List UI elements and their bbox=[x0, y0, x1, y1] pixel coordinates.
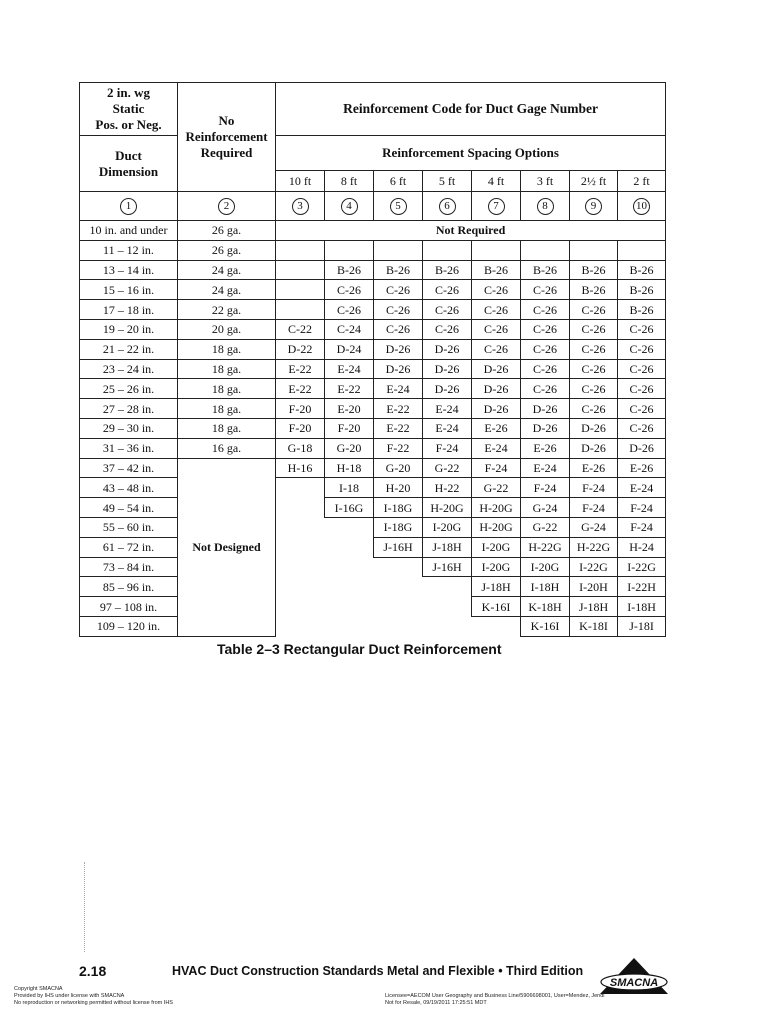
reinforcement-code: B-26 bbox=[374, 260, 423, 280]
reinforcement-code: C-26 bbox=[618, 399, 666, 419]
reinforcement-code: C-26 bbox=[521, 339, 570, 359]
dimension-line-2: Dimension bbox=[98, 163, 159, 179]
duct-dimension: 85 – 96 in. bbox=[80, 577, 178, 597]
copyright-line-3: No reproduction or networking permitted without license from IHS bbox=[14, 1000, 173, 1006]
reinforcement-code: H-22G bbox=[570, 537, 618, 557]
reinforcement-code: E-22 bbox=[325, 379, 374, 399]
license-line-1: Licensee=AECOM User Geography and Business Line/5906698001, User=Mendez, Jendi bbox=[385, 993, 605, 999]
blank-cell bbox=[276, 498, 325, 518]
column-number-cell bbox=[423, 192, 472, 221]
margin-dots bbox=[84, 862, 87, 952]
reinforcement-code: C-24 bbox=[325, 319, 374, 339]
license-notice bbox=[385, 993, 605, 1007]
gage-value: 18 ga. bbox=[178, 418, 276, 438]
table-row bbox=[80, 458, 666, 478]
reinforcement-code: C-26 bbox=[521, 319, 570, 339]
reinforcement-code: C-26 bbox=[472, 300, 521, 320]
license-line-2: Not for Resale, 09/19/2011 17:25:51 MDT bbox=[385, 1000, 487, 1006]
blank-cell bbox=[325, 517, 374, 537]
reinforcement-code: E-24 bbox=[423, 418, 472, 438]
column-number-cell bbox=[325, 192, 374, 221]
duct-dimension: 49 – 54 in. bbox=[80, 498, 178, 518]
reinforcement-code bbox=[276, 280, 325, 300]
table-row bbox=[80, 478, 666, 498]
blank-cell bbox=[276, 616, 325, 636]
duct-dimension: 17 – 18 in. bbox=[80, 300, 178, 320]
reinforcement-code: D-26 bbox=[423, 379, 472, 399]
reinforcement-code bbox=[276, 300, 325, 320]
blank-cell bbox=[374, 557, 423, 577]
column-number-2: 2 bbox=[218, 198, 235, 215]
reinforcement-code: C-26 bbox=[521, 359, 570, 379]
gage-value: 18 ga. bbox=[178, 379, 276, 399]
reinforcement-code: C-26 bbox=[472, 319, 521, 339]
reinforcement-code: C-26 bbox=[472, 280, 521, 300]
page-number: 2.18 bbox=[79, 963, 107, 979]
reinforcement-code: D-26 bbox=[472, 359, 521, 379]
no-reinf-line-1: No bbox=[218, 113, 235, 128]
no-reinf-line-3: Required bbox=[200, 145, 253, 160]
reinforcement-code: I-18H bbox=[618, 597, 666, 617]
table-row bbox=[80, 498, 666, 518]
reinforcement-code: B-26 bbox=[570, 280, 618, 300]
reinforcement-code: I-20H bbox=[570, 577, 618, 597]
column-number-7: 7 bbox=[488, 198, 505, 215]
reinforcement-code: K-16I bbox=[521, 616, 570, 636]
blank-cell bbox=[472, 616, 521, 636]
reinforcement-code: E-24 bbox=[423, 399, 472, 419]
column-number-1: 1 bbox=[120, 198, 137, 215]
copyright-line-1: Copyright SMACNA bbox=[14, 986, 63, 992]
reinforcement-code: E-26 bbox=[521, 438, 570, 458]
copyright-notice bbox=[14, 986, 173, 1007]
blank-cell bbox=[423, 577, 472, 597]
duct-dimension: 73 – 84 in. bbox=[80, 557, 178, 577]
reinforcement-code: B-26 bbox=[618, 300, 666, 320]
spacing-6: 2½ ft bbox=[570, 171, 618, 192]
duct-dimension: 55 – 60 in. bbox=[80, 517, 178, 537]
duct-dimension: 25 – 26 in. bbox=[80, 379, 178, 399]
blank-cell bbox=[276, 517, 325, 537]
smacna-logo-icon bbox=[598, 956, 670, 998]
reinforcement-code: C-26 bbox=[618, 339, 666, 359]
spacing-4: 4 ft bbox=[472, 171, 521, 192]
reinforcement-code: J-18H bbox=[472, 577, 521, 597]
reinforcement-code: F-20 bbox=[276, 418, 325, 438]
reinforcement-code: C-26 bbox=[423, 319, 472, 339]
reinforcement-code: E-24 bbox=[618, 478, 666, 498]
reinforcement-code: C-26 bbox=[618, 418, 666, 438]
reinforcement-code: D-22 bbox=[276, 339, 325, 359]
spacing-2: 6 ft bbox=[374, 171, 423, 192]
reinforcement-code: J-16H bbox=[374, 537, 423, 557]
spacing-3: 5 ft bbox=[423, 171, 472, 192]
reinforcement-code: C-26 bbox=[374, 319, 423, 339]
reinforcement-code: D-26 bbox=[374, 339, 423, 359]
reinforcement-code: D-26 bbox=[521, 418, 570, 438]
gage-value: 18 ga. bbox=[178, 359, 276, 379]
reinforcement-code: D-26 bbox=[570, 418, 618, 438]
reinforcement-code bbox=[276, 260, 325, 280]
reinforcement-code bbox=[374, 240, 423, 260]
duct-dimension: 109 – 120 in. bbox=[80, 616, 178, 636]
reinforcement-code: E-22 bbox=[276, 379, 325, 399]
column-number-8: 8 bbox=[537, 198, 554, 215]
blank-cell bbox=[276, 577, 325, 597]
reinforcement-code bbox=[325, 240, 374, 260]
table-row bbox=[80, 260, 666, 280]
reinforcement-code: B-26 bbox=[618, 260, 666, 280]
reinforcement-code: H-20G bbox=[423, 498, 472, 518]
reinforcement-code: F-20 bbox=[325, 418, 374, 438]
column-number-4: 4 bbox=[341, 198, 358, 215]
spacing-5: 3 ft bbox=[521, 171, 570, 192]
reinforcement-code: D-26 bbox=[374, 359, 423, 379]
reinforcement-code: I-22G bbox=[618, 557, 666, 577]
reinforcement-code: G-20 bbox=[374, 458, 423, 478]
reinforcement-code: I-18 bbox=[325, 478, 374, 498]
spacing-0: 10 ft bbox=[276, 171, 325, 192]
reinforcement-code: H-20G bbox=[472, 498, 521, 518]
table-row bbox=[80, 240, 666, 260]
reinforcement-code: D-26 bbox=[521, 399, 570, 419]
reinforcement-code: D-26 bbox=[472, 379, 521, 399]
reinforcement-code: E-24 bbox=[325, 359, 374, 379]
duct-dimension: 31 – 36 in. bbox=[80, 438, 178, 458]
table-row bbox=[80, 399, 666, 419]
reinforcement-code: H-24 bbox=[618, 537, 666, 557]
column-number-9: 9 bbox=[585, 198, 602, 215]
reinforcement-code: B-26 bbox=[472, 260, 521, 280]
column-number-cell bbox=[618, 192, 666, 221]
reinforcement-code: D-26 bbox=[423, 339, 472, 359]
duct-dimension: 13 – 14 in. bbox=[80, 260, 178, 280]
no-reinforcement-header bbox=[178, 83, 276, 192]
reinforcement-code: G-24 bbox=[521, 498, 570, 518]
reinforcement-code: D-24 bbox=[325, 339, 374, 359]
gage-value: 26 ga. bbox=[178, 240, 276, 260]
spacing-1: 8 ft bbox=[325, 171, 374, 192]
table-row bbox=[80, 300, 666, 320]
table-row bbox=[80, 438, 666, 458]
book-title: HVAC Duct Construction Standards Metal and Flexible • Third Edition bbox=[172, 964, 584, 978]
reinforcement-code: J-16H bbox=[423, 557, 472, 577]
reinforcement-code bbox=[423, 240, 472, 260]
reinforcement-code: C-26 bbox=[570, 379, 618, 399]
blank-cell bbox=[325, 597, 374, 617]
reinforcement-code: C-26 bbox=[618, 359, 666, 379]
reinforcement-code: D-26 bbox=[618, 438, 666, 458]
reinforcement-code: E-22 bbox=[374, 399, 423, 419]
table-caption: Table 2–3 Rectangular Duct Reinforcement bbox=[217, 641, 502, 657]
table-row bbox=[80, 577, 666, 597]
reinforcement-code: I-20G bbox=[423, 517, 472, 537]
reinforcement-code: G-22 bbox=[521, 517, 570, 537]
column-number-5: 5 bbox=[390, 198, 407, 215]
reinforcement-code bbox=[472, 240, 521, 260]
reinforcement-code: C-26 bbox=[423, 280, 472, 300]
no-reinf-line-2: Reinforcement bbox=[185, 129, 268, 144]
column-number-cell bbox=[374, 192, 423, 221]
reinforcement-code: F-20 bbox=[276, 399, 325, 419]
reinforcement-code: B-26 bbox=[618, 280, 666, 300]
reinforcement-code bbox=[276, 240, 325, 260]
reinforcement-code: C-22 bbox=[276, 319, 325, 339]
blank-cell bbox=[276, 557, 325, 577]
blank-cell bbox=[423, 597, 472, 617]
reinforcement-code: E-24 bbox=[521, 458, 570, 478]
duct-dimension-header bbox=[80, 136, 178, 192]
reinforcement-code: E-24 bbox=[472, 438, 521, 458]
blank-cell bbox=[374, 597, 423, 617]
table-row bbox=[80, 616, 666, 636]
reinforcement-code: H-20 bbox=[374, 478, 423, 498]
duct-dimension: 19 – 20 in. bbox=[80, 319, 178, 339]
reinforcement-code: G-24 bbox=[570, 517, 618, 537]
reinforcement-code: I-18G bbox=[374, 498, 423, 518]
copyright-line-2: Provided by IHS under license with SMACNA bbox=[14, 993, 125, 999]
column-number-cell bbox=[570, 192, 618, 221]
reinforcement-code: J-18H bbox=[570, 597, 618, 617]
reinforcement-code: C-26 bbox=[618, 379, 666, 399]
column-number-cell bbox=[178, 192, 276, 221]
reinforcement-code: D-26 bbox=[472, 399, 521, 419]
column-number-cell bbox=[276, 192, 325, 221]
reinforcement-code: E-24 bbox=[374, 379, 423, 399]
column-number-cell bbox=[472, 192, 521, 221]
column-number-cell bbox=[521, 192, 570, 221]
blank-cell bbox=[325, 577, 374, 597]
pressure-line-3: Pos. or Neg. bbox=[95, 117, 162, 132]
reinforcement-code: I-20G bbox=[521, 557, 570, 577]
reinforcement-code: C-26 bbox=[374, 300, 423, 320]
reinforcement-code: G-22 bbox=[423, 458, 472, 478]
not-required-label: Not Required bbox=[276, 221, 666, 241]
gage-value: 16 ga. bbox=[178, 438, 276, 458]
column-number-cell bbox=[80, 192, 178, 221]
duct-dimension: 37 – 42 in. bbox=[80, 458, 178, 478]
reinforcement-code: C-26 bbox=[521, 280, 570, 300]
reinforcement-code: C-26 bbox=[521, 379, 570, 399]
duct-dimension: 97 – 108 in. bbox=[80, 597, 178, 617]
reinforcement-code: E-22 bbox=[276, 359, 325, 379]
table-row bbox=[80, 359, 666, 379]
reinforcement-code: C-26 bbox=[570, 399, 618, 419]
reinforcement-code: C-26 bbox=[374, 280, 423, 300]
reinforcement-code: I-18H bbox=[521, 577, 570, 597]
blank-cell bbox=[276, 478, 325, 498]
table-row bbox=[80, 379, 666, 399]
duct-dimension: 15 – 16 in. bbox=[80, 280, 178, 300]
duct-dimension: 11 – 12 in. bbox=[80, 240, 178, 260]
reinforcement-code: H-16 bbox=[276, 458, 325, 478]
not-designed-label: Not Designed bbox=[178, 458, 276, 636]
reinforcement-code: E-26 bbox=[472, 418, 521, 438]
reinforcement-code: C-26 bbox=[570, 359, 618, 379]
gage-value: 18 ga. bbox=[178, 399, 276, 419]
table-row bbox=[80, 280, 666, 300]
reinforcement-code: B-26 bbox=[521, 260, 570, 280]
reinforcement-code: I-20G bbox=[472, 557, 521, 577]
reinforcement-code: E-22 bbox=[374, 418, 423, 438]
duct-dimension: 10 in. and under bbox=[80, 221, 178, 241]
reinforcement-code: D-26 bbox=[423, 359, 472, 379]
column-number-6: 6 bbox=[439, 198, 456, 215]
reinforcement-code bbox=[521, 240, 570, 260]
reinforcement-code bbox=[570, 240, 618, 260]
duct-dimension: 61 – 72 in. bbox=[80, 537, 178, 557]
column-number-3: 3 bbox=[292, 198, 309, 215]
pressure-line-2: Static bbox=[112, 101, 145, 116]
table-row bbox=[80, 597, 666, 617]
blank-cell bbox=[325, 557, 374, 577]
reinforcement-code: G-20 bbox=[325, 438, 374, 458]
reinforcement-code: F-22 bbox=[374, 438, 423, 458]
reinforcement-code: C-26 bbox=[521, 300, 570, 320]
reinforcement-code: D-26 bbox=[570, 438, 618, 458]
table-row bbox=[80, 537, 666, 557]
reinforcement-code: H-22 bbox=[423, 478, 472, 498]
reinforcement-code: I-22G bbox=[570, 557, 618, 577]
gage-value: 20 ga. bbox=[178, 319, 276, 339]
reinforcement-code: C-26 bbox=[570, 339, 618, 359]
reinforcement-code: E-20 bbox=[325, 399, 374, 419]
reinforcement-code: B-26 bbox=[423, 260, 472, 280]
reinforcement-code bbox=[618, 240, 666, 260]
reinforcement-code: G-22 bbox=[472, 478, 521, 498]
reinforcement-code: I-16G bbox=[325, 498, 374, 518]
dimension-line-1: Duct bbox=[115, 147, 142, 163]
reinforcement-code: I-20G bbox=[472, 537, 521, 557]
table-row bbox=[80, 319, 666, 339]
reinforcement-code: F-24 bbox=[618, 517, 666, 537]
table-row bbox=[80, 557, 666, 577]
smacna-logo bbox=[598, 956, 670, 998]
blank-cell bbox=[276, 597, 325, 617]
spacing-options-title: Reinforcement Spacing Options bbox=[276, 136, 666, 171]
blank-cell bbox=[276, 537, 325, 557]
reinforcement-code: H-20G bbox=[472, 517, 521, 537]
reinforcement-code: H-18 bbox=[325, 458, 374, 478]
blank-cell bbox=[374, 616, 423, 636]
reinforcement-code: I-22H bbox=[618, 577, 666, 597]
duct-dimension: 29 – 30 in. bbox=[80, 418, 178, 438]
duct-dimension: 23 – 24 in. bbox=[80, 359, 178, 379]
table-row bbox=[80, 418, 666, 438]
reinforcement-code: K-16I bbox=[472, 597, 521, 617]
reinforcement-code: I-18G bbox=[374, 517, 423, 537]
reinforcement-code: F-24 bbox=[618, 498, 666, 518]
gage-value: 24 ga. bbox=[178, 280, 276, 300]
pressure-line-1: 2 in. wg bbox=[107, 85, 150, 100]
reinforcement-code: F-24 bbox=[570, 478, 618, 498]
reinforcement-code: J-18I bbox=[618, 616, 666, 636]
blank-cell bbox=[325, 537, 374, 557]
pressure-header bbox=[80, 83, 178, 136]
reinforcement-code: K-18I bbox=[570, 616, 618, 636]
blank-cell bbox=[325, 616, 374, 636]
reinforcement-code: C-26 bbox=[325, 280, 374, 300]
reinforcement-code: F-24 bbox=[472, 458, 521, 478]
spacing-7: 2 ft bbox=[618, 171, 666, 192]
gage-value: 24 ga. bbox=[178, 260, 276, 280]
gage-value: 22 ga. bbox=[178, 300, 276, 320]
reinforcement-code: K-18H bbox=[521, 597, 570, 617]
duct-dimension: 43 – 48 in. bbox=[80, 478, 178, 498]
duct-dimension: 21 – 22 in. bbox=[80, 339, 178, 359]
duct-dimension: 27 – 28 in. bbox=[80, 399, 178, 419]
reinforcement-code: E-26 bbox=[570, 458, 618, 478]
reinforcement-code: B-26 bbox=[570, 260, 618, 280]
reinforcement-code: E-26 bbox=[618, 458, 666, 478]
gage-value: 18 ga. bbox=[178, 339, 276, 359]
blank-cell bbox=[374, 577, 423, 597]
reinforcement-code: C-26 bbox=[423, 300, 472, 320]
blank-cell bbox=[423, 616, 472, 636]
reinforcement-code: C-26 bbox=[618, 319, 666, 339]
reinforcement-code: C-26 bbox=[325, 300, 374, 320]
logo-text: SMACNA bbox=[609, 977, 659, 989]
reinforcement-code-title: Reinforcement Code for Duct Gage Number bbox=[276, 83, 666, 136]
reinforcement-code: F-24 bbox=[423, 438, 472, 458]
reinforcement-code: G-18 bbox=[276, 438, 325, 458]
reinforcement-table bbox=[79, 82, 666, 637]
reinforcement-code: F-24 bbox=[521, 478, 570, 498]
column-number-10: 10 bbox=[633, 198, 650, 215]
reinforcement-code: J-18H bbox=[423, 537, 472, 557]
reinforcement-code: C-26 bbox=[472, 339, 521, 359]
reinforcement-code: F-24 bbox=[570, 498, 618, 518]
reinforcement-code: H-22G bbox=[521, 537, 570, 557]
table-row bbox=[80, 339, 666, 359]
table-row bbox=[80, 517, 666, 537]
gage-value: 26 ga. bbox=[178, 221, 276, 241]
reinforcement-code: B-26 bbox=[325, 260, 374, 280]
reinforcement-code: C-26 bbox=[570, 300, 618, 320]
table-row bbox=[80, 221, 666, 241]
reinforcement-code: C-26 bbox=[570, 319, 618, 339]
